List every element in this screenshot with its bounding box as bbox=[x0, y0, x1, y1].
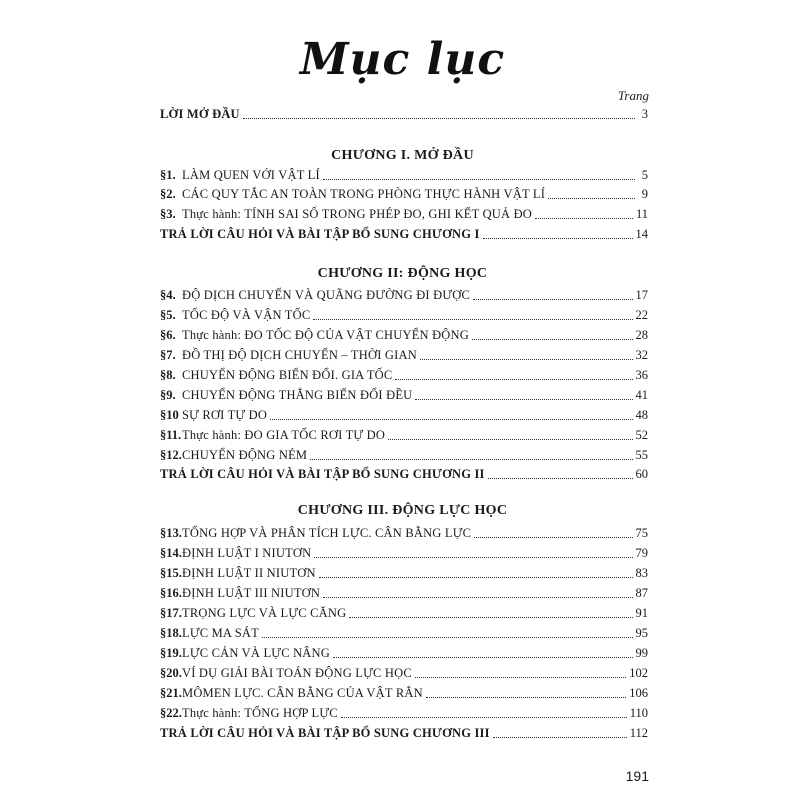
toc-summary-page: 112 bbox=[629, 726, 648, 740]
toc-entry-page: 87 bbox=[635, 586, 648, 600]
toc-entry-row bbox=[160, 386, 648, 403]
toc-entry-title: TRỌNG LỰC VÀ LỰC CĂNG bbox=[182, 606, 347, 620]
dot-leader bbox=[415, 677, 626, 678]
toc-entry-number: §6. bbox=[160, 328, 176, 342]
toc-entry-row bbox=[160, 306, 648, 323]
toc-entry-number: §11. bbox=[160, 428, 182, 442]
chapter-heading: CHƯƠNG I. MỞ ĐẦU bbox=[331, 148, 474, 163]
toc-entry-page: 52 bbox=[635, 428, 648, 442]
toc-entry-number: §17. bbox=[160, 606, 182, 620]
toc-entry-row bbox=[160, 286, 648, 303]
toc-intro-page: 3 bbox=[641, 107, 648, 121]
dot-leader bbox=[472, 339, 633, 340]
toc-entry-page: 28 bbox=[635, 328, 648, 342]
toc-entry-number: §2. bbox=[160, 187, 176, 201]
toc-entry-page: 48 bbox=[635, 408, 648, 422]
toc-entry-page: 36 bbox=[635, 368, 648, 382]
toc-summary-page: 60 bbox=[635, 467, 648, 481]
toc-entry-title: Thực hành: TÍNH SAI SỐ TRONG PHÉP ĐO, GHI KẾT QUẢ ĐO bbox=[182, 207, 533, 221]
toc-entry-title: ĐỊNH LUẬT II NIUTƠN bbox=[182, 566, 316, 580]
toc-entry-page: 75 bbox=[635, 526, 648, 540]
toc-entry-page: 102 bbox=[629, 666, 648, 680]
toc-entry-page: 22 bbox=[635, 308, 648, 322]
dot-leader bbox=[474, 537, 632, 538]
toc-entry-number: §13. bbox=[160, 526, 182, 540]
toc-entry-number: §18. bbox=[160, 626, 182, 640]
dot-leader bbox=[333, 657, 633, 658]
toc-entry-row bbox=[160, 684, 648, 701]
toc-entry-page: 91 bbox=[635, 606, 648, 620]
toc-entry-page: 106 bbox=[629, 686, 648, 700]
toc-entry-row bbox=[160, 584, 648, 601]
toc-entry-row bbox=[160, 166, 648, 183]
toc-entry-title: LÀM QUEN VỚI VẬT LÍ bbox=[182, 168, 320, 182]
toc-entry-page: 79 bbox=[635, 546, 648, 560]
toc-entry-row bbox=[160, 326, 648, 343]
toc-entry-page: 32 bbox=[635, 348, 648, 362]
dot-leader bbox=[243, 118, 635, 119]
toc-entry-page: 95 bbox=[635, 626, 648, 640]
toc-entry-row bbox=[160, 185, 648, 202]
toc-summary-row bbox=[160, 465, 648, 482]
toc-entry-number: §8. bbox=[160, 368, 176, 382]
dot-leader bbox=[548, 198, 635, 199]
dot-leader bbox=[473, 299, 632, 300]
toc-summary-row bbox=[160, 225, 648, 242]
dot-leader bbox=[310, 459, 632, 460]
toc-entry-number: §21. bbox=[160, 686, 182, 700]
toc-entry-number: §16. bbox=[160, 586, 182, 600]
toc-intro-title: LỜI MỞ ĐẦU bbox=[160, 107, 240, 121]
dot-leader bbox=[415, 399, 632, 400]
dot-leader bbox=[323, 597, 632, 598]
toc-entry-title: SỰ RƠI TỰ DO bbox=[182, 408, 268, 422]
dot-leader bbox=[313, 319, 632, 320]
toc-entry-row bbox=[160, 346, 648, 363]
toc-entry-title: MÔMEN LỰC. CÂN BẰNG CỦA VẬT RẮN bbox=[182, 686, 423, 700]
toc-entry-number: §14. bbox=[160, 546, 182, 560]
dot-leader bbox=[420, 359, 633, 360]
toc-entry-number: §3. bbox=[160, 207, 176, 221]
toc-entry-title: CHUYỂN ĐỘNG THẲNG BIẾN ĐỔI ĐỀU bbox=[182, 388, 413, 402]
toc-entry-number: §12. bbox=[160, 448, 182, 462]
toc-entry-title: LỰC MA SÁT bbox=[182, 626, 259, 640]
toc-entry-number: §5. bbox=[160, 308, 176, 322]
dot-leader bbox=[488, 478, 633, 479]
toc-entry-number: §4. bbox=[160, 288, 176, 302]
toc-entry-title: TỐC ĐỘ VÀ VẬN TỐC bbox=[182, 308, 311, 322]
toc-entry-row bbox=[160, 544, 648, 561]
dot-leader bbox=[395, 379, 632, 380]
dot-leader bbox=[388, 439, 632, 440]
toc-entry-row bbox=[160, 524, 648, 541]
toc-entry-page: 110 bbox=[629, 706, 648, 720]
toc-entry-number: §10 bbox=[160, 408, 179, 422]
toc-summary-page: 14 bbox=[635, 227, 648, 241]
toc-entry-row bbox=[160, 446, 648, 463]
toc-summary-title: TRẢ LỜI CÂU HỎI VÀ BÀI TẬP BỔ SUNG CHƯƠNG III bbox=[160, 726, 490, 740]
toc-entry-title: Thực hành: ĐO TỐC ĐỘ CỦA VẬT CHUYỂN ĐỘNG bbox=[182, 328, 469, 342]
toc-entry-number: §22. bbox=[160, 706, 182, 720]
toc-entry-number: §15. bbox=[160, 566, 182, 580]
toc-entry-title: CÁC QUY TẮC AN TOÀN TRONG PHÒNG THỰC HÀNH VẬT LÍ bbox=[182, 187, 546, 201]
toc-entry-row bbox=[160, 644, 648, 661]
toc-entry-row bbox=[160, 704, 648, 721]
toc-entry-page: 83 bbox=[635, 566, 648, 580]
dot-leader bbox=[341, 717, 627, 718]
toc-entry-title: TỔNG HỢP VÀ PHÂN TÍCH LỰC. CÂN BẰNG LỰC bbox=[182, 526, 472, 540]
toc-entry-row bbox=[160, 564, 648, 581]
dot-leader bbox=[319, 577, 633, 578]
toc-entry-page: 5 bbox=[641, 168, 648, 182]
toc-entry-title: ĐỒ THỊ ĐỘ DỊCH CHUYỂN – THỜI GIAN bbox=[182, 348, 417, 362]
dot-leader bbox=[483, 238, 633, 239]
toc-summary-row bbox=[160, 724, 648, 741]
toc-entry-number: §20. bbox=[160, 666, 182, 680]
toc-entry-title: ĐỘ DỊCH CHUYỂN VÀ QUÃNG ĐƯỜNG ĐI ĐƯỢC bbox=[182, 288, 471, 302]
toc-entry-row bbox=[160, 664, 648, 681]
toc-entry-page: 41 bbox=[635, 388, 648, 402]
chapter-heading: CHƯƠNG III. ĐỘNG LỰC HỌC bbox=[297, 503, 508, 518]
toc-summary-title: TRẢ LỜI CÂU HỎI VÀ BÀI TẬP BỔ SUNG CHƯƠNG I bbox=[160, 227, 480, 241]
toc-entry-page: 17 bbox=[635, 288, 648, 302]
page-column-label: Trang bbox=[617, 88, 649, 103]
toc-entry-title: CHUYỂN ĐỘNG BIẾN ĐỔI. GIA TỐC bbox=[182, 368, 393, 382]
toc-entry-row bbox=[160, 604, 648, 621]
toc-summary-title: TRẢ LỜI CÂU HỎI VÀ BÀI TẬP BỔ SUNG CHƯƠNG II bbox=[160, 467, 485, 481]
toc-entry-page: 99 bbox=[635, 646, 648, 660]
toc-entry-page: 11 bbox=[635, 207, 648, 221]
chapter-heading: CHƯƠNG II: ĐỘNG HỌC bbox=[317, 266, 488, 281]
toc-entry-number: §9. bbox=[160, 388, 176, 402]
toc-entry-title: LỰC CẢN VÀ LỰC NÂNG bbox=[182, 646, 330, 660]
toc-entry-row bbox=[160, 624, 648, 641]
dot-leader bbox=[262, 637, 633, 638]
toc-entry-row bbox=[160, 426, 648, 443]
dot-leader bbox=[426, 697, 626, 698]
toc-entry-row bbox=[160, 366, 648, 383]
toc-entry-row bbox=[160, 406, 648, 423]
dot-leader bbox=[323, 179, 635, 180]
toc-entry-title: Thực hành: ĐO GIA TỐC RƠI TỰ DO bbox=[182, 428, 386, 442]
page-number: 191 bbox=[625, 768, 649, 784]
dot-leader bbox=[493, 737, 627, 738]
toc-entry-number: §19. bbox=[160, 646, 182, 660]
dot-leader bbox=[349, 617, 632, 618]
toc-entry-title: CHUYỂN ĐỘNG NÉM bbox=[182, 448, 308, 462]
dot-leader bbox=[270, 419, 632, 420]
dot-leader bbox=[314, 557, 632, 558]
toc-entry-page: 55 bbox=[635, 448, 648, 462]
toc-entry-number: §1. bbox=[160, 168, 176, 182]
toc-entry-number: §7. bbox=[160, 348, 176, 362]
toc-entry-title: VÍ DỤ GIẢI BÀI TOÁN ĐỘNG LỰC HỌC bbox=[182, 666, 412, 680]
dot-leader bbox=[535, 218, 633, 219]
toc-entry-title: ĐỊNH LUẬT III NIUTƠN bbox=[182, 586, 321, 600]
toc-intro-row bbox=[160, 105, 648, 122]
toc-entry-title: Thực hành: TỔNG HỢP LỰC bbox=[182, 706, 338, 720]
toc-entry-row bbox=[160, 205, 648, 222]
page-title: Mục lục bbox=[299, 34, 506, 85]
toc-entry-page: 9 bbox=[641, 187, 648, 201]
toc-entry-title: ĐỊNH LUẬT I NIUTƠN bbox=[182, 546, 312, 560]
